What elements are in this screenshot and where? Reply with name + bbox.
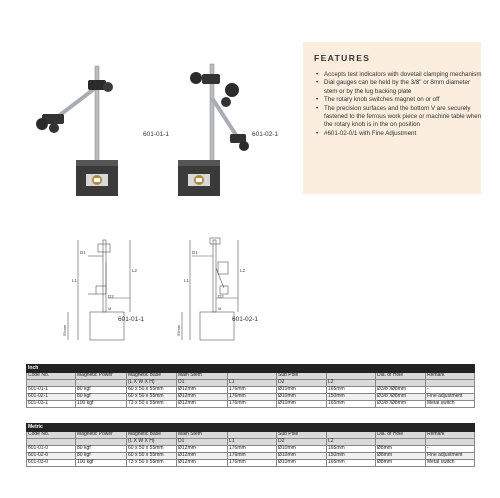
table-cell: Ø8mm [376,453,426,460]
table-cell: Ø3/8"/Ø8mm [376,394,426,401]
table-cell: Ø12mm [177,460,228,467]
technical-drawing-601-02-1 [176,228,270,346]
feature-item: • Accepts test indicators with dovetail clamping mechanism [324,71,482,79]
table-header-row [27,373,475,380]
table-cell: Metal switch [426,401,475,408]
col-subheader [426,439,475,446]
table-cell: 601-03-0 [27,460,76,467]
table-cell: 165mm [327,460,376,467]
drawing-label-1: 601-01-1 [118,316,145,323]
col-header: Main Stem [177,373,228,380]
col-header: Sub Pole [277,432,327,439]
table-cell: 73 x 50 x 55mm [127,401,177,408]
table-cell: Ø10mm [277,387,327,394]
dim-l2: L2 [132,268,138,273]
dim-l1: L1 [184,278,190,283]
table-cell: Ø10mm [277,460,327,467]
table-cell: 176mm [228,394,277,401]
col-subheader: (L X W X H) [127,439,177,446]
drawing-label-2: 601-02-1 [232,316,259,323]
dim-base-height: 55mm [176,324,181,336]
dim-d2: D2 [218,294,224,299]
table-row [27,446,475,453]
table-subheader-row [27,380,475,387]
spec-table-metric [26,423,475,467]
col-subheader: D2 [277,380,327,387]
table-cell: 601-02-0 [27,453,76,460]
features-list [314,71,482,138]
table-cell: 601-01-1 [27,387,76,394]
col-header: Magnetic Power [76,432,127,439]
col-subheader: D1 [177,380,228,387]
features-panel [303,42,481,194]
features-title: FEATURES [314,53,371,63]
product-label-1: 601-01-1 [143,131,170,138]
feature-item: • The precision surfaces and the bottom V are securely fastened to the ferrous work piece or machine table when the rotary knob is in the on position [324,105,482,130]
table-cell: 80 kgf [76,394,127,401]
col-header: Magnetic Base [127,373,177,380]
table-cell: 601-01-0 [27,446,76,453]
col-header: Code No. [27,373,76,380]
feature-item: • Dial gauges can be held by the 3/8" or 8mm diameter stem or by the lug backing plate [324,79,482,96]
table-cell: Ø12mm [177,446,228,453]
dim-base-height: 55mm [62,324,67,336]
col-subheader: L1 [228,439,277,446]
col-subheader: L2 [327,380,376,387]
table-cell: 165mm [327,446,376,453]
product-photo-601-02-1 [170,58,260,198]
col-header: Remark [426,373,475,380]
table-row [27,401,475,408]
table-row [27,387,475,394]
col-header: Main Stem [177,432,228,439]
dim-l2: L2 [240,268,246,273]
col-header: Sub Pole [277,373,327,380]
product-label-2: 601-02-1 [252,131,279,138]
table-cell: 176mm [228,387,277,394]
table-cell: - [426,387,475,394]
dim-m: M [108,306,112,311]
col-subheader: (L X W X H) [127,380,177,387]
table-cell: 176mm [228,460,277,467]
table-cell: 601-02-1 [27,394,76,401]
table-subheader-row [27,439,475,446]
table-cell: Ø12mm [177,387,228,394]
col-subheader: L1 [228,380,277,387]
table-cell: 150mm [327,453,376,460]
table-cell: 80 kgf [76,446,127,453]
table-cell: Metal switch [426,460,475,467]
table-cell: 73 x 50 x 55mm [127,460,177,467]
product-photo-601-01-1 [28,58,128,198]
table-cell: 165mm [327,401,376,408]
table-cell: Ø10mm [277,446,327,453]
table-row [27,394,475,401]
table-cell: Ø3/8"/Ø8mm [376,387,426,394]
table-cell: 100 kgf [76,460,127,467]
table-cell: 601-03-1 [27,401,76,408]
dim-d1: D1 [192,250,198,255]
table-cell: Ø10mm [277,453,327,460]
table-title: Metric [27,424,475,432]
table-cell: - [426,446,475,453]
table-row [27,453,475,460]
dim-l1: L1 [72,278,78,283]
table-cell: Ø8mm [376,446,426,453]
table-cell: 100 kgf [76,401,127,408]
col-header: Code No. [27,432,76,439]
col-subheader [426,380,475,387]
table-cell: Ø12mm [177,453,228,460]
table-header-row [27,432,475,439]
table-cell: Ø3/8"/Ø8mm [376,401,426,408]
table-cell: 80 kgf [76,453,127,460]
col-subheader: L2 [327,439,376,446]
table-cell: Ø12mm [177,401,228,408]
col-subheader: D1 [177,439,228,446]
col-header: Magnetic Base [127,432,177,439]
col-header: Remark [426,432,475,439]
dim-d1: D1 [80,250,86,255]
table-cell: 176mm [228,446,277,453]
table-cell: 60 x 50 x 55mm [127,446,177,453]
table-cell: 165mm [327,387,376,394]
table-cell: Ø12mm [177,394,228,401]
table-cell: Ø10mm [277,401,327,408]
feature-item: • The rotary knob switches magnet on or off [324,96,482,104]
dim-m: M [218,306,222,311]
col-header: Dia. of Hole [376,373,426,380]
table-row [27,460,475,467]
table-cell: Fine adjustment [426,394,475,401]
col-subheader: D2 [277,439,327,446]
table-cell: 150mm [327,394,376,401]
dim-d2: D2 [108,294,114,299]
table-cell: 60 x 50 x 55mm [127,387,177,394]
table-cell: Ø10mm [277,394,327,401]
col-header: Magnetic Power [76,373,127,380]
table-cell: 176mm [228,401,277,408]
technical-drawing-601-01-1 [58,228,148,346]
table-cell: 60 x 50 x 55mm [127,453,177,460]
col-header: Dia. of Hole [376,432,426,439]
spec-table-inch [26,364,475,408]
table-cell: Ø8mm [376,460,426,467]
table-cell: 176mm [228,453,277,460]
table-cell: 60 x 50 x 55mm [127,394,177,401]
table-cell: 80 kgf [76,387,127,394]
feature-item: • #601-02-0/1 with Fine Adjustment [324,130,482,138]
table-title: Inch [27,365,475,373]
table-cell: Fine adjustment [426,453,475,460]
